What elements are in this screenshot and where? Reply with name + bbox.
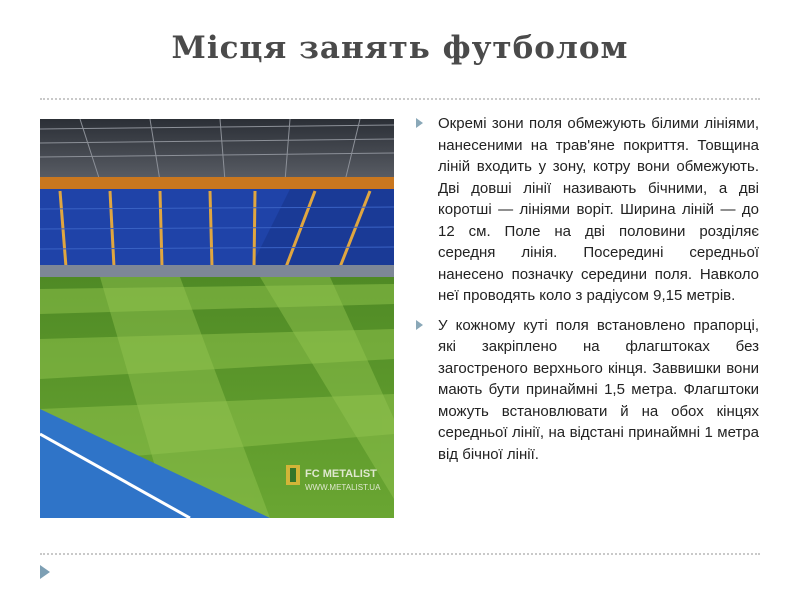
bottom-divider	[40, 553, 760, 555]
watermark-title: FC METALIST	[305, 468, 377, 480]
bullet-text: У кожному куті поля встановлено прапорці, які закріплено на флагштоках без загостреного верхнього кінця. Заввишки вони мають бути принаймні 1,5 метра. Флагштоки можуть встановлювати й на обох кінцях середньої лінії, на відстані принаймні 1 метра від бічної лінії.	[438, 316, 759, 463]
slide-title: Місця занять футболом	[171, 30, 629, 66]
triangle-bullet-icon	[416, 320, 423, 330]
bullet-item	[414, 113, 759, 307]
bullet-text: Окремі зони поля обмежують білими лініями, нанесеними на трав'яне покриття. Товщина ліній входить у зону, котру вони обмежують. Дві довші лінії називають бічними, а дві коротші — лініями воріт. Ширина ліній — до 12 см. Поле на дві половини розділяє середня лінія. Посередині середньої нанесено позначку середини поля. Навколо неї проводять коло з радіусом 9,15 метрів.	[438, 115, 759, 304]
stadium-photo	[40, 119, 394, 518]
text-content	[414, 113, 759, 473]
bullet-item	[414, 315, 759, 466]
triangle-bullet-icon	[416, 118, 423, 128]
top-divider	[40, 98, 760, 100]
play-triangle-icon[interactable]	[40, 565, 50, 579]
watermark-url: WWW.METALIST.UA	[305, 483, 381, 492]
